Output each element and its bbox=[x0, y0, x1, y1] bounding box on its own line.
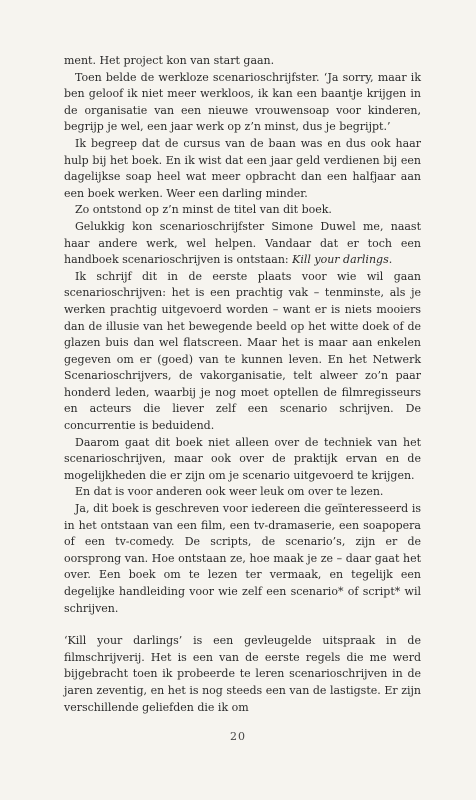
paragraph-7: Daarom gaat dit boek niet alleen over de techniek van het scenarioschrijven, maar ook over de praktijk ervan en de mogelijkheden die er zijn om je scenario uitgevoerd te krijgen. bbox=[64, 435, 421, 482]
paragraph-5-text: Gelukkig kon scenarioschrijfster Simone Duwel me, naast haar andere werk, wel helpen. Vandaar dat er toch een handboek scenarioschrijven is ontstaan: bbox=[64, 219, 421, 267]
paragraph-2: Toen belde de werkloze scenarioschrijfster. ‘Ja sorry, maar ik ben geloof ik niet meer werkloos, ik kan een baantje krijgen in de organisatie van een nieuwe vrouwensoap voor kinderen, begrijp je wel, een jaar werk op z’n minst, dus je begrijpt.’ bbox=[64, 70, 421, 134]
paragraph-1: ment. Het project kon van start gaan. bbox=[64, 54, 275, 67]
book-title-italic: Kill your darlings. bbox=[292, 253, 393, 267]
paragraph-9: Ja, dit boek is geschreven voor iedereen die geïnteresseerd is in het ontstaan van een film, een tv-dramaserie, een soapopera of een tv-comedy. De scripts, de scenario’s, zijn er de oorsprong van. Hoe ontstaan ze, hoe maak je ze – daar gaat het over. Een boek om te lezen ter vermaak, en tegelijk een degelijke handleiding voor wie zelf een scenario* of script* wil schrijven. bbox=[64, 502, 421, 615]
paragraph-8: En dat is voor anderen ook weer leuk om over te lezen. bbox=[75, 485, 384, 499]
page-number: 20 bbox=[230, 730, 246, 743]
paragraph-4: Zo ontstond op z’n minst de titel van dit boek. bbox=[75, 203, 332, 217]
paragraph-6: Ik schrijf dit in de eerste plaats voor wie wil gaan scenarioschrijven: het is een prachtig vak – tenminste, als je werken prachtig uitgevoerd worden – want er is niets mooiers dan de illusie van het bewegende beeld op het witte doek of de glazen buis dan wel flatscreen. Maar het is maar aan enkelen gegeven om er (goed) van te kunnen leven. En het Netwerk Scenarioschrijvers, de vakorganisatie, telt alweer zo’n paar honderd leden, waarbij je nog moet optellen de filmregisseurs en acteurs die liever zelf een scenario schrijven. De concurrentie is beduidend. bbox=[64, 269, 421, 433]
paragraph-5 bbox=[64, 219, 421, 269]
paragraph-3: Ik begreep dat de cursus van de baan was en dus ook haar hulp bij het boek. En ik wist dat een jaar geld verdienen bij een dagelijkse soap heel wat meer opbracht dan een halfjaar aan een boek werken. Weer een darling minder. bbox=[64, 136, 421, 200]
paragraph-10: ‘Kill your darlings’ is een gevleugelde uitspraak in de filmschrijverij. Het is een van de eerste regels die me werd bijgebracht toen ik probeerde te leren scenarioschrijven in de jaren zeventig, en het is nog steeds een van de lastigste. Er zijn verschillende geliefden die ik om bbox=[64, 634, 421, 714]
body-text bbox=[64, 53, 421, 716]
